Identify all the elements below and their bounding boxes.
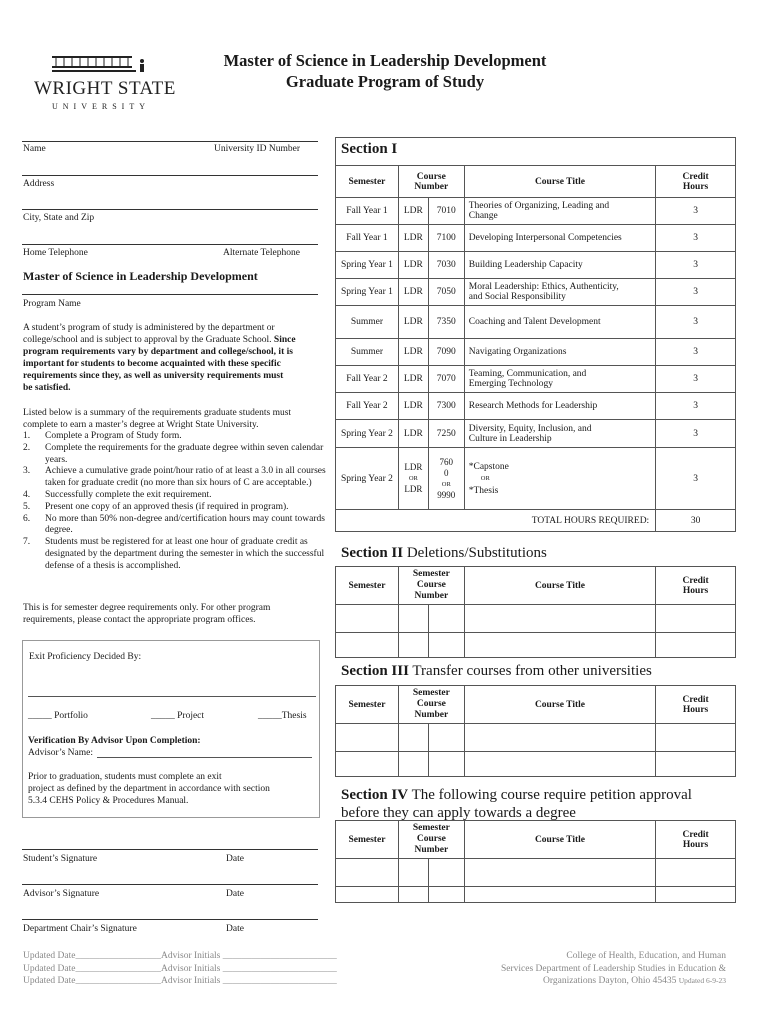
- wright-flyer-icon: [50, 50, 150, 78]
- table-row[interactable]: [336, 887, 736, 903]
- table-row[interactable]: [336, 633, 736, 658]
- table-row: Spring Year 1 LDR 7050 Moral Leadership: Ethics, Authenticity, and Social Responsibility 3: [336, 279, 736, 306]
- home-phone-label: Home Telephone: [23, 248, 88, 258]
- table-row: Spring Year 2 LDR 7250 Diversity, Equity, Inclusion, and Culture in Leadership 3: [336, 420, 736, 448]
- portfolio-option[interactable]: _____ Portfolio: [28, 711, 88, 721]
- table-row[interactable]: [336, 724, 736, 752]
- table-row-capstone: Spring Year 2 LDR OR LDR 760 0 OR 9990 *Capstone OR *Thesis 3: [336, 448, 736, 510]
- section3-heading: Section III Transfer courses from other universities: [341, 663, 652, 679]
- city-label: City, State and Zip: [23, 213, 95, 223]
- date-label: Date: [226, 924, 244, 934]
- section1-heading: Section I: [341, 141, 398, 157]
- prior-note: Prior to graduation, students must complete an exit project as defined by the department in accordance with section 5.3.4 CEHS Policy & Procedures Manual.: [28, 772, 270, 806]
- table-row: Fall Year 2 LDR 7300 Research Methods for Leadership 3: [336, 393, 736, 420]
- section4-heading: Section IV The following course require petition approval before they can apply towards a degree: [341, 787, 692, 821]
- table-row: Fall Year 2 LDR 7070 Teaming, Communication, and Emerging Technology 3: [336, 366, 736, 393]
- list-item: 1. Complete a Program of Study form.: [23, 431, 182, 441]
- col-credit-hours: Credit Hours: [656, 166, 736, 198]
- total-value: 30: [656, 510, 736, 532]
- table-row[interactable]: [336, 859, 736, 887]
- semester-note: This is for semester degree requirements only. For other program requirements, please contact the appropriate program offices.: [23, 603, 271, 625]
- table-row[interactable]: [336, 752, 736, 777]
- list-item: 6. No more than 50% non-degree and/certification hours may count towards degree.: [23, 513, 325, 536]
- university-logo: [28, 48, 176, 114]
- requirements-list: [23, 431, 333, 573]
- col-course-title: Course Title: [464, 166, 655, 198]
- address-label: Address: [23, 179, 55, 189]
- list-item: 3. Achieve a cumulative grade point/hour ratio of at least a 3.0 in all courses taken for graduate credit (no more than six hours of C are acceptable.): [23, 466, 326, 489]
- section4-table: Semester Semester Course Number Course Title Credit Hours: [335, 820, 736, 903]
- section2-heading: Section II Deletions/Substitutions: [341, 545, 547, 561]
- name-label: Name: [23, 144, 46, 154]
- list-item: 7. Students must be registered for at least one hour of graduate credit as designated by the department during the semester in which the successful defense of a thesis is accomplished.: [23, 537, 325, 571]
- alt-phone-label: Alternate Telephone: [223, 248, 300, 258]
- project-option[interactable]: _____ Project: [151, 711, 205, 721]
- thesis-option[interactable]: _____Thesis: [258, 711, 307, 721]
- date-label: Date: [226, 889, 244, 899]
- table-row: Summer LDR 7090 Navigating Organizations 3: [336, 339, 736, 366]
- page-subtitle: Graduate Program of Study: [285, 72, 485, 91]
- requirements-intro: Listed below is a summary of the requirements graduate students must complete to earn a master’s degree at Wright State University.: [23, 408, 292, 430]
- list-item: 2. Complete the requirements for the graduate degree within seven calendar years.: [23, 442, 324, 465]
- logo-subtitle: UNIVERSITY: [52, 102, 150, 111]
- id-label: University ID Number: [214, 144, 301, 154]
- exit-label: Exit Proficiency Decided By:: [29, 652, 142, 662]
- chair-signature-label: Department Chair’s Signature: [23, 924, 137, 934]
- date-label: Date: [226, 854, 244, 864]
- verification-label: Verification By Advisor Upon Completion:: [28, 736, 201, 746]
- table-row: Spring Year 1 LDR 7030 Building Leadership Capacity 3: [336, 252, 736, 279]
- table-row: Fall Year 1 LDR 7010 Theories of Organizing, Leading and Change 3: [336, 198, 736, 225]
- total-label: TOTAL HOURS REQUIRED:: [464, 510, 655, 532]
- footer-initials: Updated Date__________________Advisor Initials ________________________ Updated Date__________________Advisor Initials ________________________ Updated Date__________________Advisor Initials ________________________: [23, 951, 337, 986]
- program-label: Program Name: [23, 299, 81, 309]
- student-signature-label: Student’s Signature: [23, 854, 98, 864]
- program-paragraph: A student’s program of study is administered by the department or college/school and is subject to approval by the Graduate School. Since program requirements vary by department and college/school, it is important for students to become acquainted with these specific requirements since they, as well as university requirements must be satisfied.: [23, 323, 296, 393]
- advisor-signature-label: Advisor’s Signature: [23, 889, 100, 899]
- col-course-number: Course Number: [398, 166, 464, 198]
- col-semester: Semester: [336, 166, 399, 198]
- page-title: Master of Science in Leadership Development: [223, 51, 547, 70]
- table-row: Fall Year 1 LDR 7100 Developing Interpersonal Competencies 3: [336, 225, 736, 252]
- program-value: Master of Science in Leadership Development: [23, 269, 258, 283]
- logo-wordmark: WRIGHT STATE: [34, 78, 176, 99]
- list-item: 4. Successfully complete the exit requirement.: [23, 489, 212, 500]
- footer-college: College of Health, Education, and Human Services Department of Leadership Studies in Education & Organizations Dayton, Ohio 45435 Updated 6-9-23: [500, 951, 726, 986]
- section2-table: Semester Semester Course Number Course Title Credit Hours: [335, 566, 736, 658]
- table-row[interactable]: [336, 605, 736, 633]
- advisor-name-label: Advisor’s Name:: [28, 748, 93, 758]
- total-row: [336, 510, 736, 532]
- section1-table: [335, 165, 736, 532]
- list-item: 5. Present one copy of an approved thesis (if required in program).: [23, 501, 289, 512]
- section3-table: Semester Semester Course Number Course Title Credit Hours: [335, 685, 736, 777]
- table-row: Summer LDR 7350 Coaching and Talent Development 3: [336, 306, 736, 339]
